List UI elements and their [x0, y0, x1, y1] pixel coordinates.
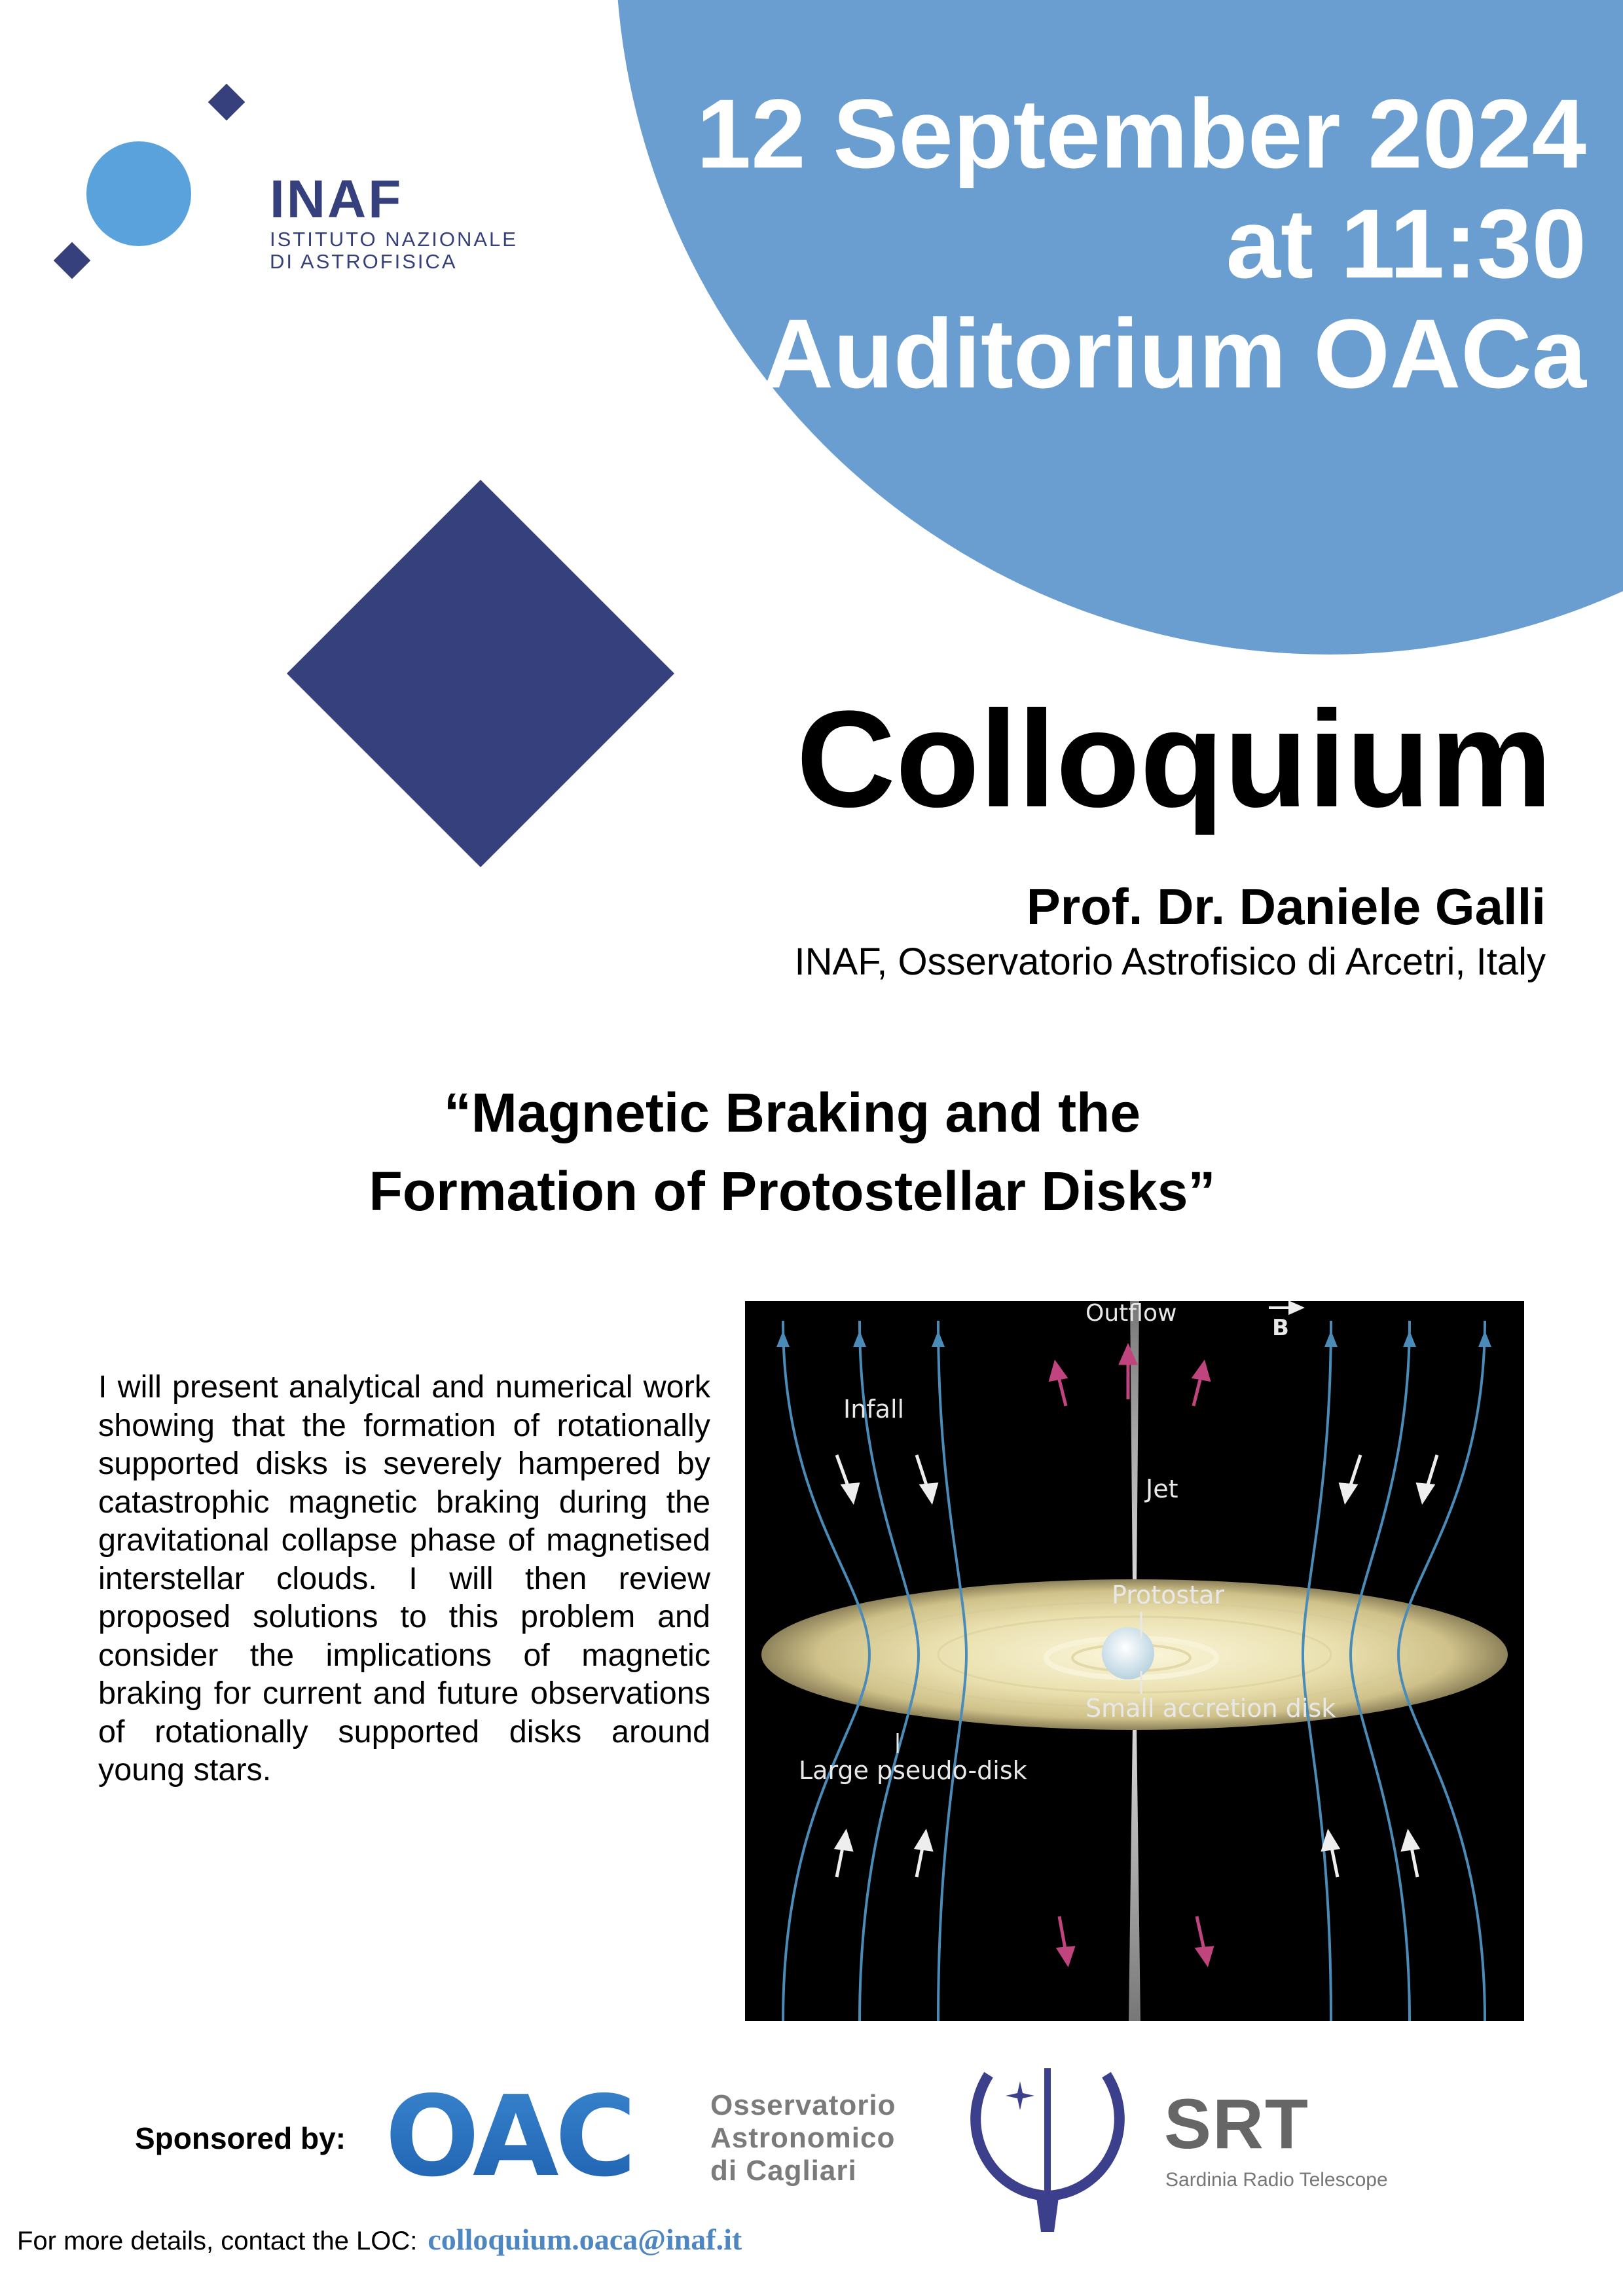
label-outflow: Outflow — [1085, 1301, 1177, 1327]
srt-emblem-icon — [962, 2055, 1133, 2245]
event-date: 12 September 2024 — [696, 79, 1586, 188]
label-small-disk: Small accretion disk — [1085, 1694, 1336, 1723]
sponsored-by-label: Sponsored by: — [135, 2121, 346, 2155]
b-field-arrow — [1269, 1302, 1302, 1313]
inaf-wordmark: INAF — [270, 170, 403, 229]
inaf-subtitle-1: ISTITUTO NAZIONALE — [270, 228, 518, 251]
oac-acronym: OAC — [385, 2085, 633, 2189]
srt-wordmark: SRT — [1164, 2084, 1309, 2163]
contact-prefix: For more details, contact the LOC: — [17, 2227, 418, 2255]
oac-name-line-2: Astronomico — [710, 2122, 896, 2154]
event-venue: Auditorium OACa — [762, 298, 1586, 408]
oac-name — [710, 2089, 926, 2187]
oac-name-line-3: di Cagliari — [710, 2155, 857, 2187]
oac-name-line-1: Osservatorio — [710, 2089, 896, 2121]
decorative-diamond — [287, 480, 674, 867]
protostar — [1102, 1627, 1154, 1679]
srt-subtitle: Sardinia Radio Telescope — [1165, 2169, 1388, 2191]
label-b: B — [1272, 1315, 1289, 1341]
talk-title-line-2: Formation of Protostellar Disks” — [369, 1160, 1216, 1222]
label-jet: Jet — [1146, 1475, 1178, 1503]
label-pseudo-disk: Large pseudo-disk — [799, 1756, 1027, 1785]
oac-logo — [385, 2085, 647, 2189]
inaf-logo — [52, 79, 563, 288]
event-time: at 11:30 — [1226, 188, 1586, 298]
talk-title — [249, 1073, 1336, 1230]
contact-email-link[interactable]: colloquium.oaca@inaf.it — [428, 2223, 742, 2256]
protostellar-disk-figure — [745, 1301, 1524, 2021]
abstract-text: I will present analytical and numerical work showing that the formation of rotationally supported disks is severely hampered by catastrophic magnetic braking during the gravitational collapse phase of magnetised interstellar clouds. I will then review proposed solutions to this problem and consider the implications of magnetic braking for current and future observations of rotationally supported disks around young stars. — [98, 1369, 710, 1787]
colloquium-title: Colloquium — [796, 682, 1552, 836]
jet-lower — [1129, 1727, 1140, 2021]
label-infall: Infall — [843, 1395, 905, 1424]
label-protostar: Protostar — [1112, 1581, 1225, 1609]
jet-upper — [1130, 1301, 1139, 1583]
talk-title-line-1: “Magnetic Braking and the — [443, 1082, 1141, 1143]
speaker-name: Prof. Dr. Daniele Galli — [1026, 878, 1546, 935]
inaf-subtitle-2: DI ASTROFISICA — [270, 250, 458, 273]
contact-line — [17, 2222, 742, 2257]
event-info — [670, 79, 1586, 408]
speaker-affiliation: INAF, Osservatorio Astrofisico di Arcetri, Italy — [794, 941, 1546, 983]
